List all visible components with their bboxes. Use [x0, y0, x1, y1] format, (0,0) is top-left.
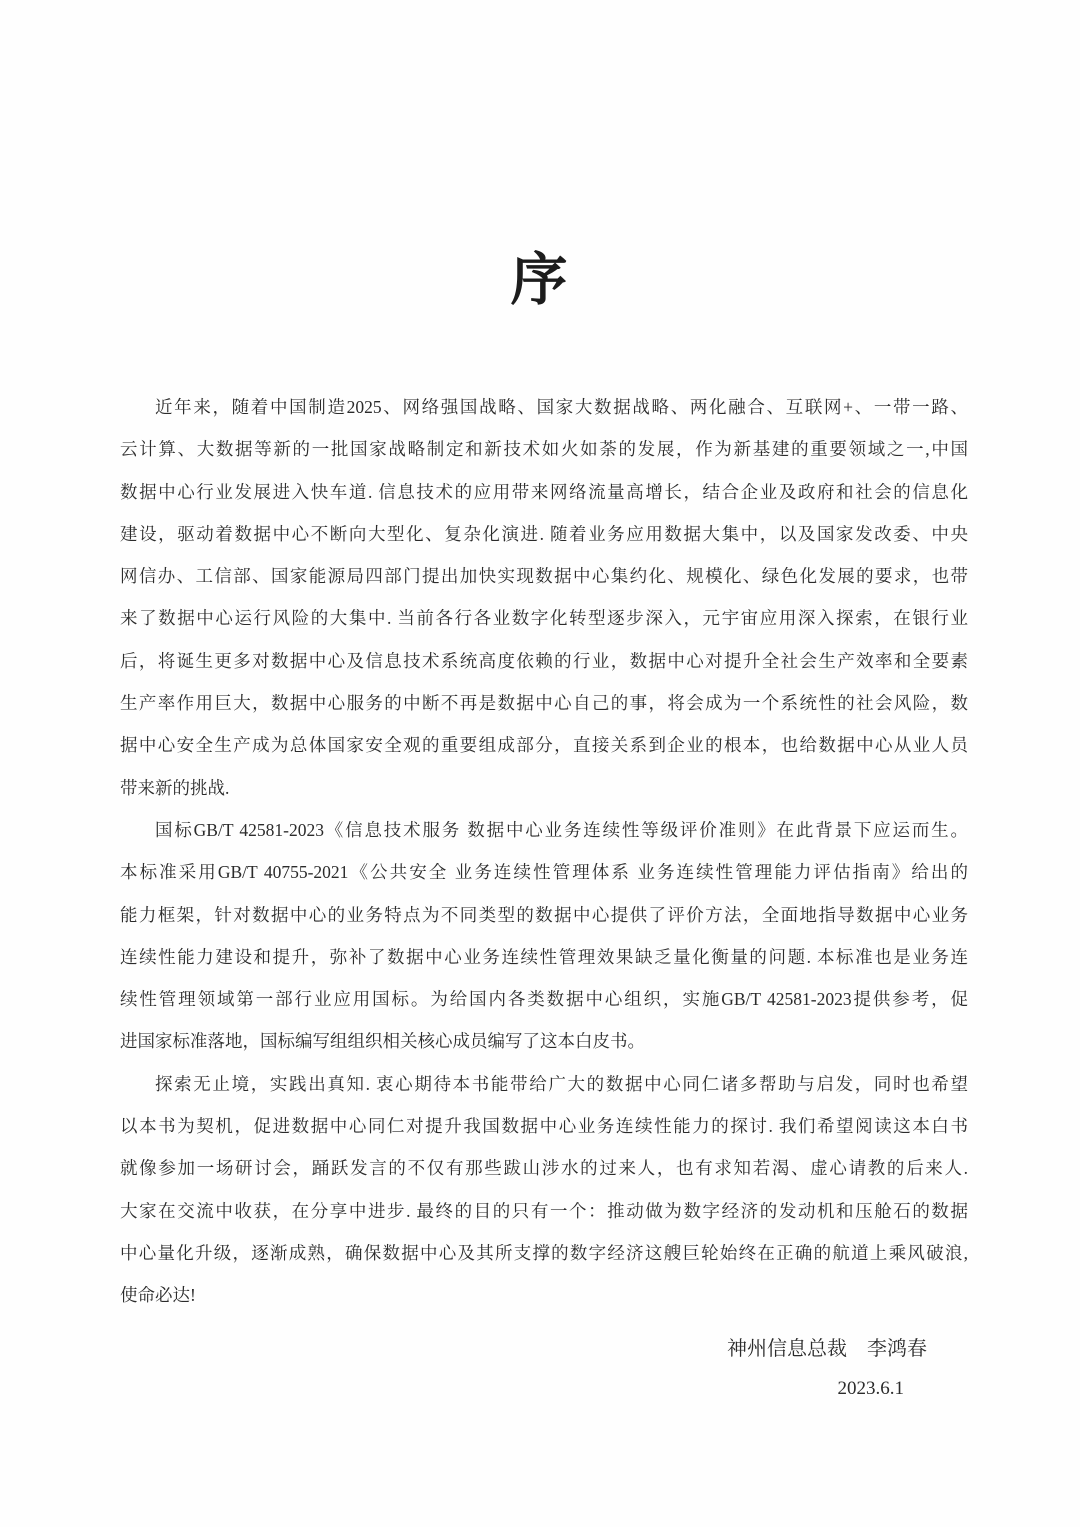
body-line: 使命必达!	[120, 1285, 196, 1306]
body-line: 就像参加一场研讨会，踊跃发言的不仅有那些跋山涉水的过来人，也有求知若渴、虚心请教的后来人.	[120, 1158, 968, 1179]
signature-author: 神州信息总裁 李鸿春	[727, 1338, 927, 1360]
body-line: 据中心安全生产成为总体国家安全观的重要组成部分，直接关系到企业的根本，也给数据中心从业人员	[120, 735, 968, 756]
body-line: 进国家标准落地，国标编写组组织相关核心成员编写了这本白皮书。	[120, 1031, 645, 1052]
preface-title: 序	[510, 249, 570, 312]
body-line: 建设，驱动着数据中心不断向大型化、复杂化演进. 随着业务应用数据大集中，以及国家发改委、中央	[120, 523, 968, 544]
body-line: 网信办、工信部、国家能源局四部门提出加快实现数据中心集约化、规模化、绿色化发展的要求，也带	[120, 566, 968, 587]
body-line: 能力框架，针对数据中心的业务特点为不同类型的数据中心提供了评价方法，全面地指导数据中心业务	[120, 904, 968, 925]
body-line: 后，将诞生更多对数据中心及信息技术系统高度依赖的行业，数据中心对提升全社会生产效率和全要素	[120, 650, 968, 671]
body-line: 云计算、大数据等新的一批国家战略制定和新技术如火如荼的发展，作为新基建的重要领域之一,中国	[120, 439, 968, 460]
body-line: 本标准采用GB/T 40755-2021《公共安全 业务连续性管理体系 业务连续性管理能力评估指南》给出的	[120, 862, 968, 883]
body-line: 数据中心行业发展进入快车道. 信息技术的应用带来网络流量高增长，结合企业及政府和社会的信息化	[120, 481, 968, 502]
body-line: 续性管理领域第一部行业应用国标。为给国内各类数据中心组织，实施GB/T 42581-2023提供参考，促	[120, 989, 968, 1010]
body-line: 中心量化升级，逐渐成熟，确保数据中心及其所支撑的数字经济这艘巨轮始终在正确的航道上乘风破浪,	[120, 1242, 968, 1263]
signature-date: 2023.6.1	[837, 1378, 904, 1399]
body-line: 连续性能力建设和提升，弥补了数据中心业务连续性管理效果缺乏量化衡量的问题. 本标准也是业务连	[120, 946, 968, 967]
body-line: 大家在交流中收获，在分享中进步. 最终的目的只有一个：推动做为数字经济的发动机和压舱石的数据	[120, 1200, 968, 1221]
body-line: 国标GB/T 42581-2023《信息技术服务 数据中心业务连续性等级评价准则》在此背景下应运而生。	[155, 819, 968, 840]
body-line: 以本书为契机，促进数据中心同仁对提升我国数据中心业务连续性能力的探讨. 我们希望阅读这本白书	[120, 1116, 968, 1137]
preface-body	[120, 386, 968, 1317]
body-line: 近年来，随着中国制造2025、网络强国战略、国家大数据战略、两化融合、互联网+、一带一路、	[155, 397, 968, 417]
body-line: 带来新的挑战.	[120, 777, 230, 798]
body-line: 探索无止境，实践出真知. 衷心期待本书能带给广大的数据中心同仁诸多帮助与启发，同时也希望	[155, 1073, 968, 1094]
body-line: 来了数据中心运行风险的大集中. 当前各行各业数字化转型逐步深入，元宇宙应用深入探索，在银行业	[120, 608, 968, 629]
body-line: 生产率作用巨大，数据中心服务的中断不再是数据中心自己的事，将会成为一个系统性的社会风险，数	[120, 693, 968, 714]
